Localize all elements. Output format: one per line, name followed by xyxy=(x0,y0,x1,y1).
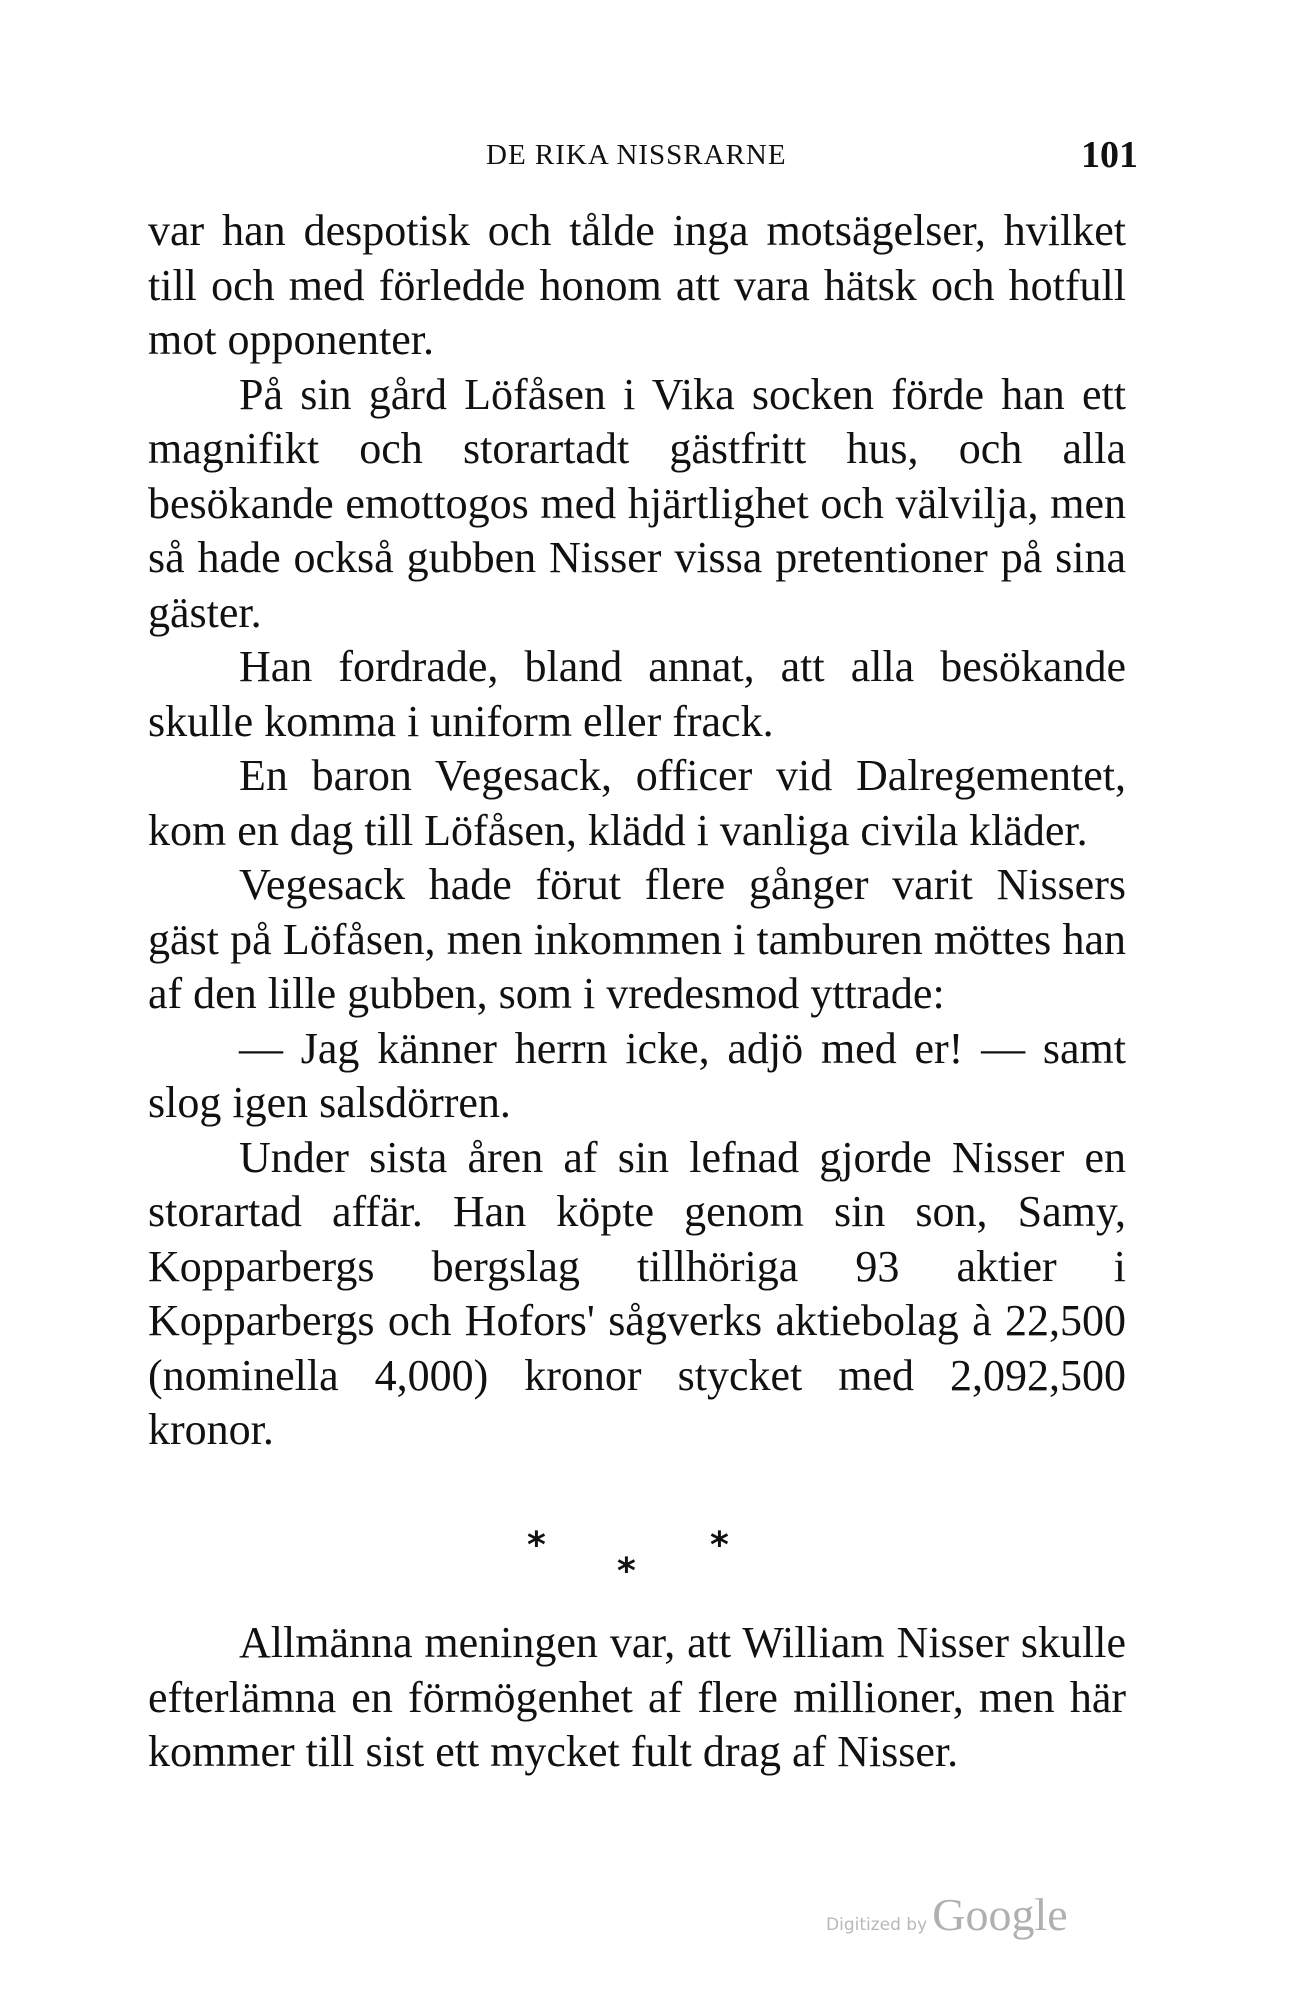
running-title: DE RIKA NISSRARNE xyxy=(486,139,787,171)
paragraph: — Jag känner herrn icke, adjö med er! — samt slog igen salsdörren. xyxy=(148,1023,1126,1127)
section-break-asterisks xyxy=(0,1525,1300,1595)
page-header xyxy=(140,133,1140,183)
watermark-prefix: Digitized by xyxy=(826,1915,928,1935)
digitized-by-watermark xyxy=(826,1888,1068,1941)
main-text-continued xyxy=(148,1616,1126,1780)
paragraph: Under sista åren af sin lefnad gjorde Nisser en storartad affär. Han köpte genom sin son, Samy, Kopparbergs bergslag tillhöriga 93 aktier i Kopparbergs och Hofors' sågverks aktiebolag à 22,500 (nominella 4,000) kronor stycket med 2,092,500 kronor. xyxy=(148,1132,1126,1454)
page-number: 101 xyxy=(1081,134,1138,176)
paragraph: var han despotisk och tålde inga motsägelser, hvilket till och med förledde honom att vara hätsk och hotfull mot opponenter. xyxy=(148,206,1126,364)
paragraph: En baron Vegesack, officer vid Dalregementet, kom en dag till Löfåsen, klädd i vanliga civila kläder. xyxy=(148,751,1126,855)
paragraph: På sin gård Löfåsen i Vika socken förde han ett magnifikt och storartadt gästfritt hus, och alla besökande emottogos med hjärtlighet och välvilja, men så hade också gubben Nisser vissa pretentioner på sina gäster. xyxy=(148,369,1126,637)
main-text xyxy=(148,204,1126,1458)
asterisk: * xyxy=(617,1551,636,1592)
paragraph: Allmänna meningen var, att William Nisser skulle efterlämna en förmögenhet af flere millioner, men här kommer till sist ett mycket fult drag af Nisser. xyxy=(148,1618,1126,1776)
paragraph: Han fordrade, bland annat, att alla besökande skulle komma i uniform eller frack. xyxy=(148,642,1126,746)
asterisk: * xyxy=(710,1525,729,1566)
google-logo: Google xyxy=(932,1889,1068,1940)
asterisk: * xyxy=(527,1525,546,1566)
paragraph: Vegesack hade förut flere gånger varit Nissers gäst på Löfåsen, men inkommen i tamburen möttes han af den lille gubben, som i vredesmod yttrade: xyxy=(148,860,1126,1018)
